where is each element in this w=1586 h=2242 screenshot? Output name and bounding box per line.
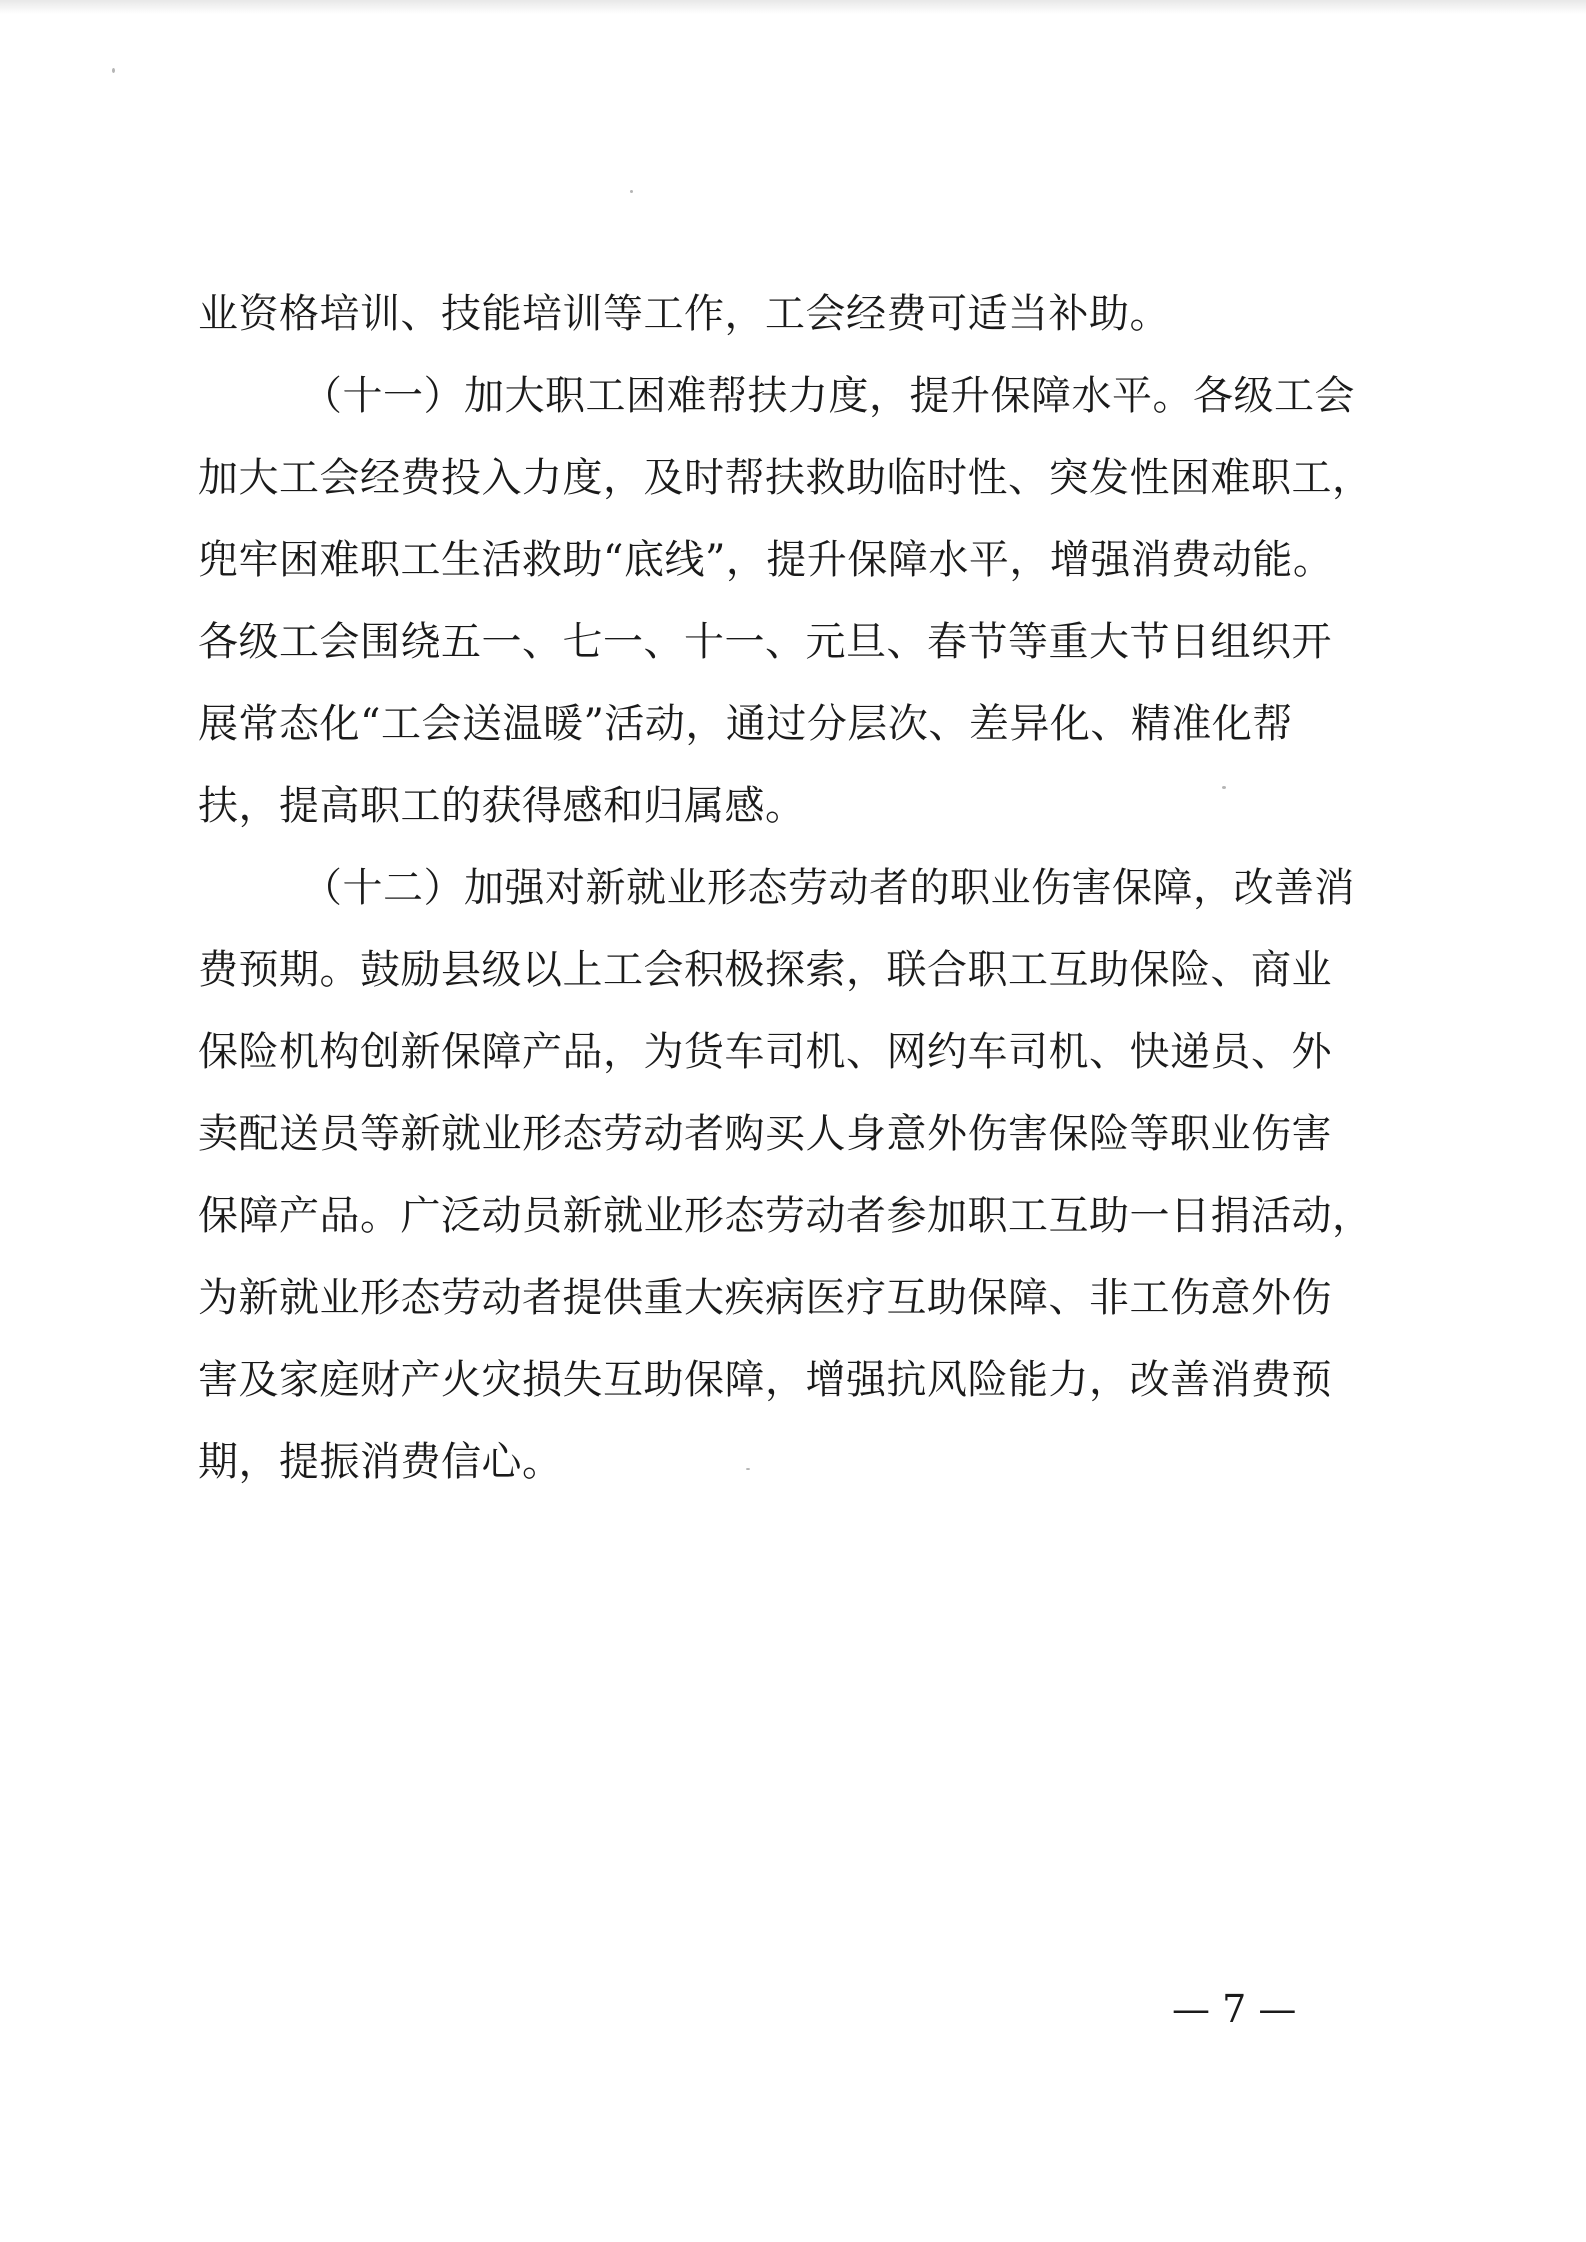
page-number: — 7 — [1172, 1987, 1297, 2031]
text-line: 兜牢困难职工生活救助“底线”，提升保障水平，增强消费动能。 [198, 537, 1334, 583]
text-line: 期，提振消费信心。 [198, 1439, 563, 1485]
text-line: 各级工会围绕五一、七一、十一、元旦、春节等重大节日组织开 [198, 619, 1332, 665]
text-line: 扶，提高职工的获得感和归属感。 [198, 783, 806, 829]
scan-edge [0, 0, 1586, 14]
paragraph-heading-line: （十一）加大职工困难帮扶力度，提升保障水平。各级工会 [302, 373, 1355, 419]
text-line: 保障产品。广泛动员新就业形态劳动者参加职工互助一日捐活动， [198, 1193, 1373, 1239]
scan-speck [1222, 786, 1226, 789]
text-line: 业资格培训、技能培训等工作，工会经费可适当补助。 [198, 291, 1170, 337]
text-line: 害及家庭财产火灾损失互助保障，增强抗风险能力，改善消费预 [198, 1357, 1332, 1403]
scan-speck [746, 1468, 750, 1470]
text-line: 加大工会经费投入力度，及时帮扶救助临时性、突发性困难职工， [198, 455, 1373, 501]
text-line: 展常态化“工会送温暖”活动，通过分层次、差异化、精准化帮 [198, 701, 1293, 747]
scan-speck [112, 68, 115, 73]
scan-speck [630, 190, 633, 193]
text-line: 费预期。鼓励县级以上工会积极探索，联合职工互助保险、商业 [198, 947, 1332, 993]
text-line: 为新就业形态劳动者提供重大疾病医疗互助保障、非工伤意外伤 [198, 1275, 1332, 1321]
text-line: 卖配送员等新就业形态劳动者购买人身意外伤害保险等职业伤害 [198, 1111, 1332, 1157]
paragraph-heading-line: （十二）加强对新就业形态劳动者的职业伤害保障，改善消 [302, 865, 1355, 911]
text-line: 保险机构创新保障产品，为货车司机、网约车司机、快递员、外 [198, 1029, 1332, 1075]
